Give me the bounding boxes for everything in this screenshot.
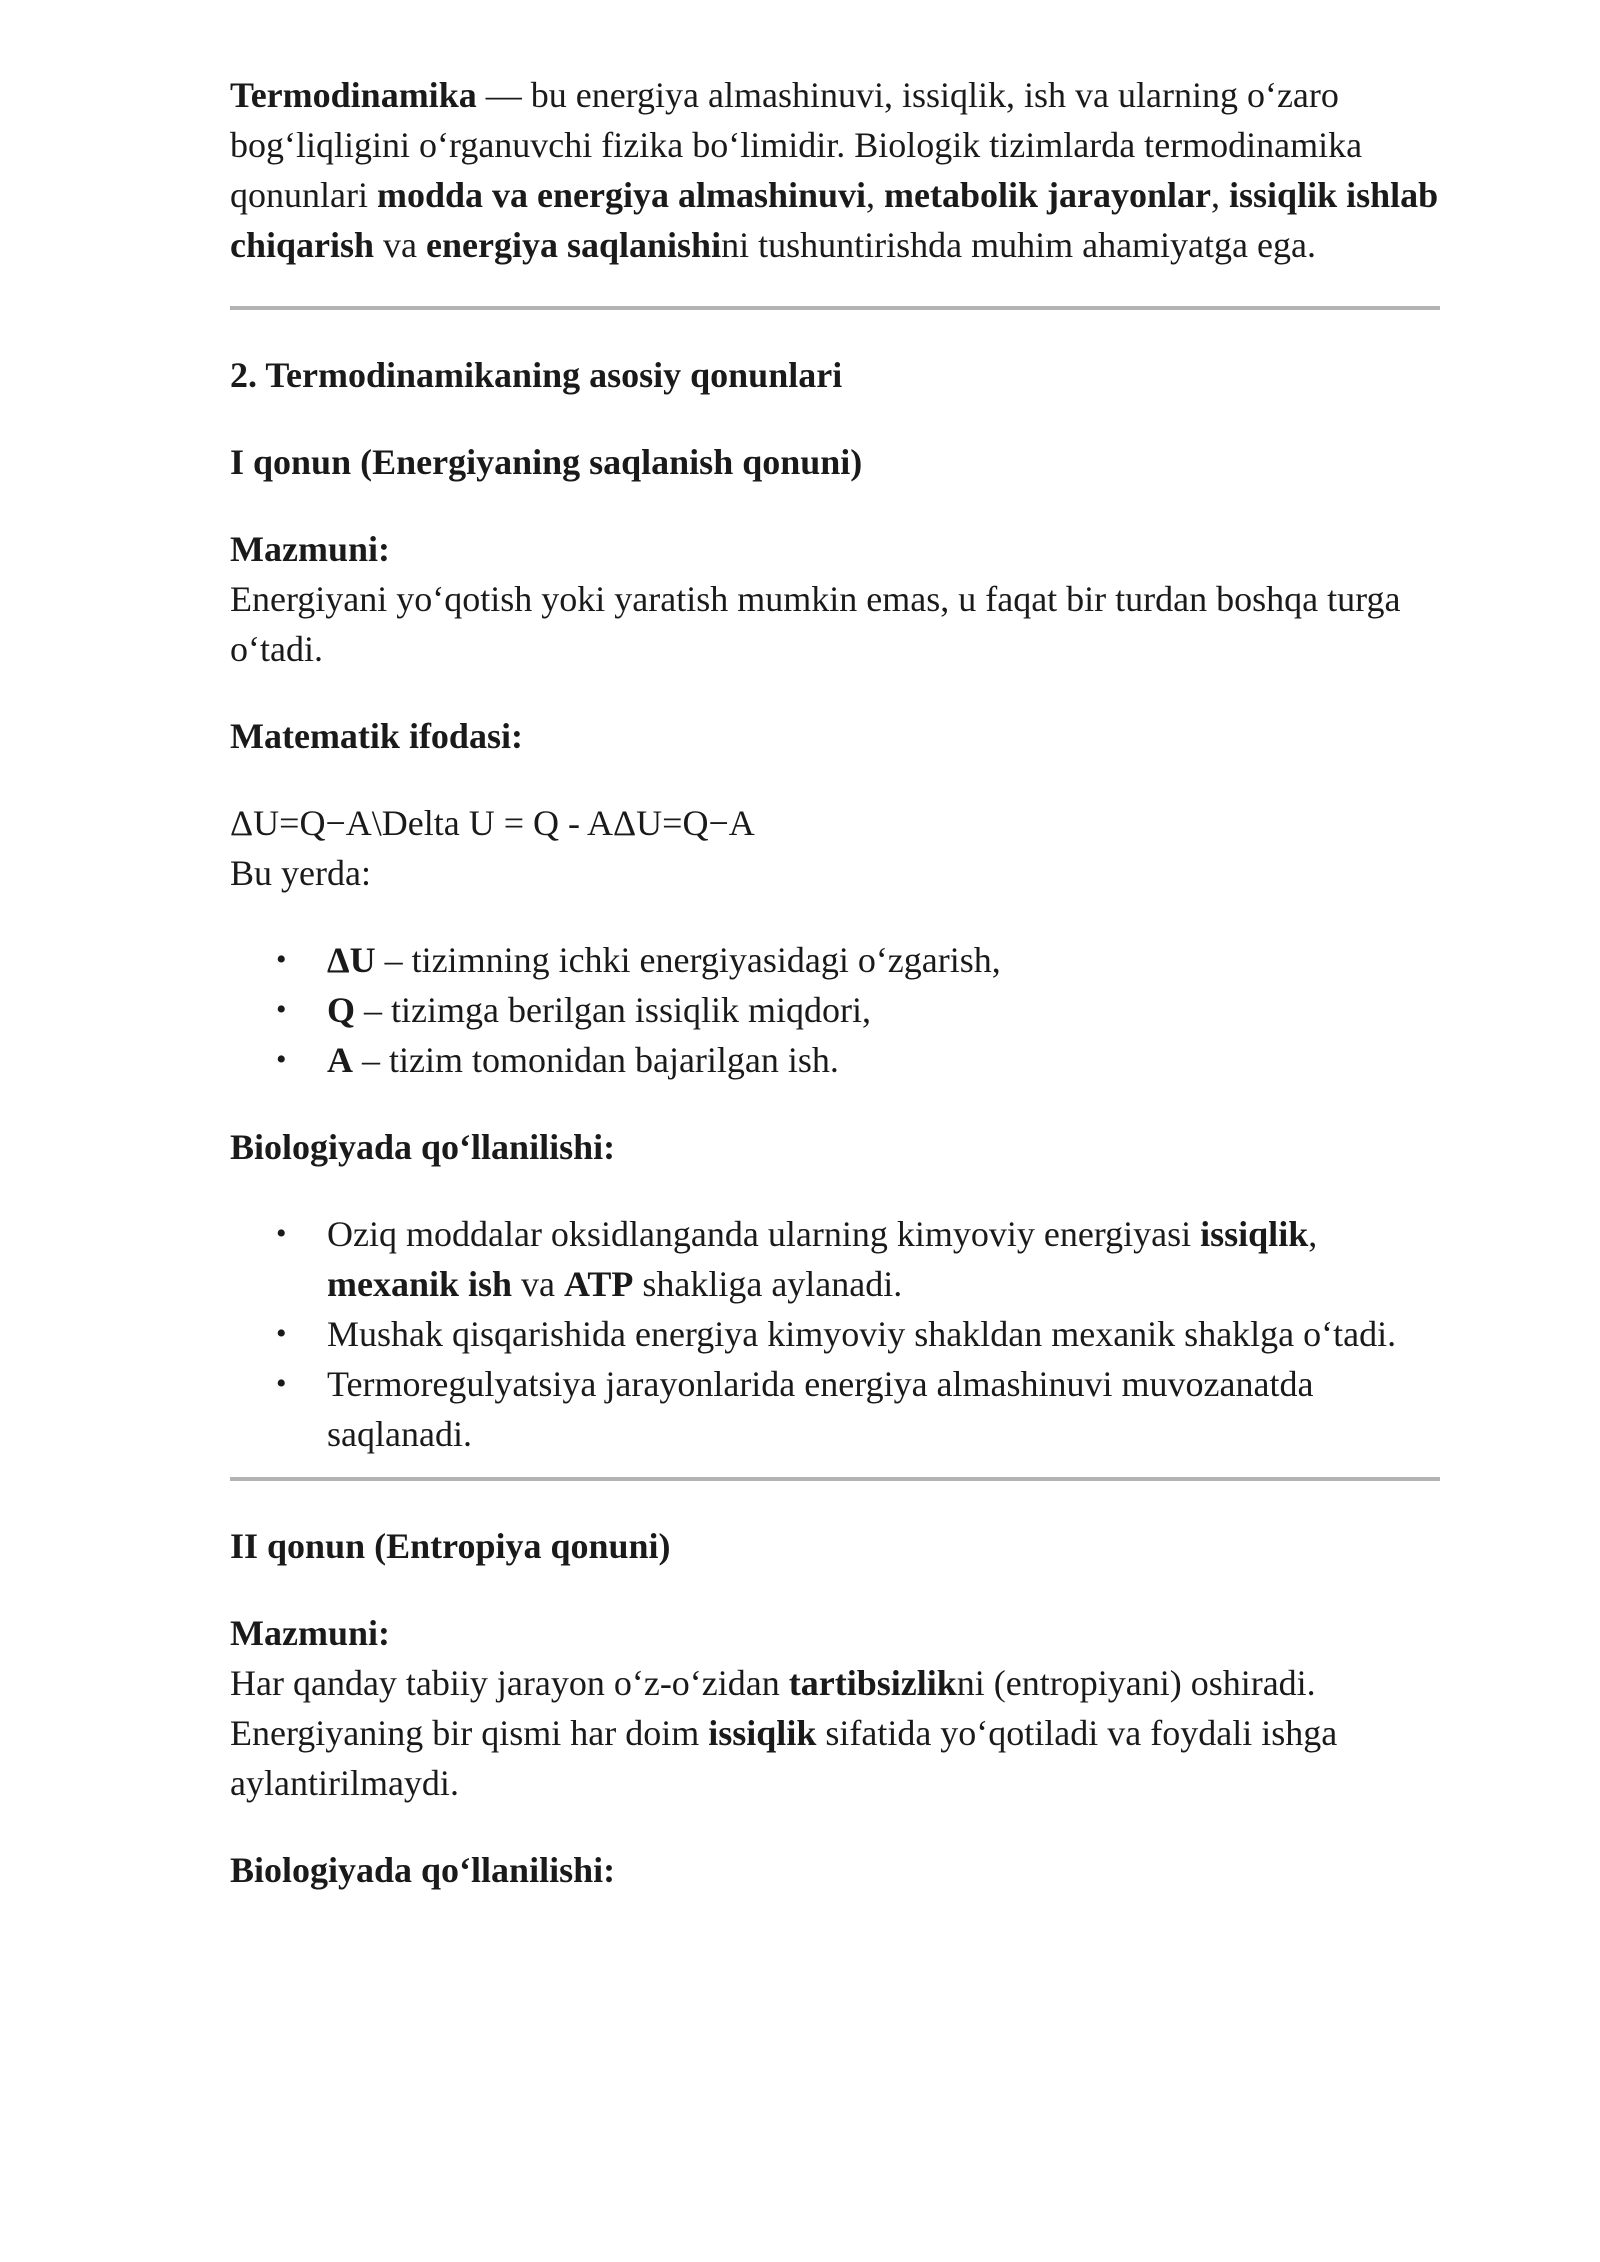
list-item (230, 935, 1440, 985)
law1-formula: ΔU=Q−A\Delta U = Q - AΔU=Q−A (230, 803, 755, 843)
intro-bold: issiqlik ishlab chiqarish (230, 175, 1439, 265)
term-symbol: A (327, 1040, 353, 1080)
bio-text: va (512, 1264, 565, 1304)
intro-text: — bu energiya almashinuvi, issiqlik, ish va ularning o‘zaro bog‘liqligini o‘rganuvchi fizika bo‘limidir. Biologik tizimlarda termodinamika qonunlari (230, 75, 1363, 215)
intro-paragraph (230, 70, 1440, 270)
term-symbol: ΔU (327, 940, 376, 980)
law2-bio-label: Biologiyada qo‘llanilishi: (230, 1850, 616, 1890)
content-bold: issiqlik (708, 1713, 817, 1753)
law1-content-text: Energiyani yo‘qotish yoki yaratish mumkin emas, u faqat bir turdan boshqa turga o‘tadi. (230, 579, 1401, 669)
intro-term: Termodinamika (230, 75, 477, 115)
law1-heading: I qonun (Energiyaning saqlanish qonuni) (230, 442, 863, 482)
law2-content-label: Mazmuni: (230, 1613, 390, 1653)
bio-bold: ATP (564, 1264, 634, 1304)
intro-text: ni tushuntirishda muhim ahamiyatga ega. (721, 225, 1316, 265)
intro-bold: metabolik jarayonlar (884, 175, 1212, 215)
law1-bio-list (230, 1209, 1440, 1459)
law1-content-label: Mazmuni: (230, 529, 390, 569)
bio-bold: issiqlik (1200, 1214, 1309, 1254)
term-description: – tizimga berilgan issiqlik miqdori, (355, 990, 871, 1030)
intro-text: va (374, 225, 427, 265)
list-item (230, 985, 1440, 1035)
bio-text: , (1308, 1214, 1318, 1254)
term-symbol: Q (327, 990, 356, 1030)
document-page (230, 70, 1440, 1895)
law1-math-label: Matematik ifodasi: (230, 716, 523, 756)
intro-bold: energiya saqlanishi (426, 225, 722, 265)
content-text: ni (entropiyani) oshiradi. Energiyaning bir qismi har doim (230, 1663, 1316, 1753)
section-divider (230, 1477, 1440, 1481)
intro-text: , (1211, 175, 1230, 215)
law2-heading: II qonun (Entropiya qonuni) (230, 1526, 671, 1566)
list-item: • Termoregulyatsiya jarayonlarida energiya almashinuvi muvozanatda saqlanadi. (230, 1359, 1440, 1459)
list-item (230, 1209, 1440, 1309)
bio-bold: mexanik ish (327, 1264, 513, 1304)
content-bold: tartibsizlik (788, 1663, 957, 1703)
content-text: Har qanday tabiiy jarayon o‘z-o‘zidan (230, 1663, 789, 1703)
list-item (230, 1035, 1440, 1085)
section-divider (230, 306, 1440, 310)
bio-text: Oziq moddalar oksidlanganda ularning kimyoviy energiyasi (327, 1214, 1201, 1254)
intro-text: , (866, 175, 885, 215)
term-description: – tizimning ichki energiyasidagi o‘zgarish, (375, 940, 1001, 980)
content-text: sifatida yo‘qotiladi va foydali ishga aylantirilmaydi. (230, 1713, 1338, 1803)
list-item: • Mushak qisqarishida energiya kimyoviy shakldan mexanik shaklga o‘tadi. (230, 1309, 1440, 1359)
law1-terms-list (230, 935, 1440, 1085)
section-heading: 2. Termodinamikaning asosiy qonunlari (230, 355, 843, 395)
intro-bold: modda va energiya almashinuvi (376, 175, 867, 215)
law1-bio-label: Biologiyada qo‘llanilishi: (230, 1127, 616, 1167)
law1-where-label: Bu yerda: (230, 853, 371, 893)
bio-text: shakliga aylanadi. (633, 1264, 903, 1304)
law2-content-text (230, 1658, 1440, 1808)
term-description: – tizim tomonidan bajarilgan ish. (353, 1040, 839, 1080)
